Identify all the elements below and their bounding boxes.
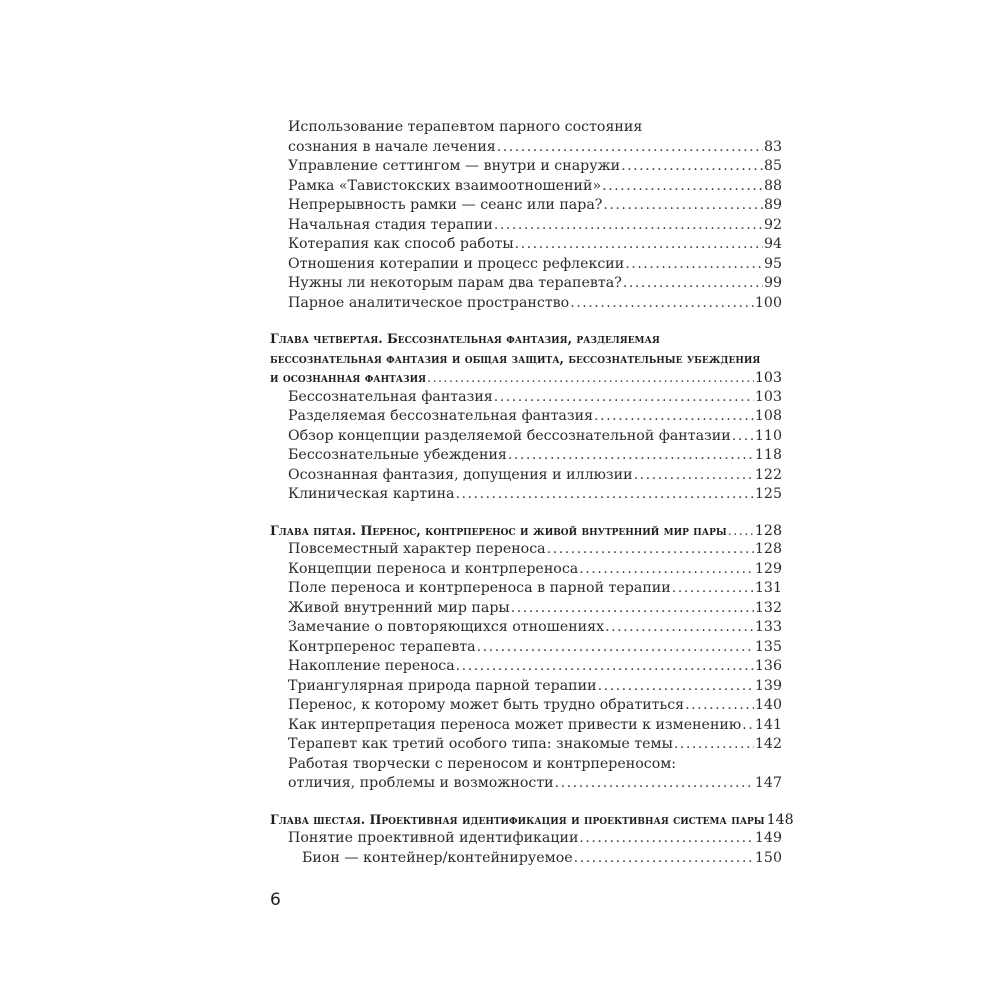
leader-dots	[494, 388, 754, 408]
page-ref: 110	[754, 427, 782, 444]
entry-title: Терапевт как третий особого типа: знакомые темы	[288, 736, 673, 752]
page-ref: 131	[754, 580, 782, 596]
toc-section	[270, 810, 794, 869]
entry-title: Бессознательная фантазия	[288, 388, 493, 405]
page-ref: 88	[763, 177, 782, 194]
page-ref: 94	[763, 236, 782, 252]
toc-entry-line	[270, 755, 782, 775]
entry-title: Нужны ли некоторым парам два терапевта?	[288, 275, 622, 291]
toc-entry-line	[270, 388, 782, 408]
entry-title: Использование терапевтом парного состояния	[288, 119, 643, 135]
page-ref: 128	[754, 541, 782, 557]
toc-entry-line	[270, 829, 782, 849]
leader-dots	[634, 466, 754, 486]
toc-entry-line	[270, 560, 782, 580]
toc-entry-line	[270, 638, 782, 658]
page-number: 6	[270, 890, 281, 910]
toc-entry-line	[270, 849, 782, 869]
entry-title: Контрперенос терапевта	[288, 638, 476, 655]
entry-title: Разделяемая бессознательная фантазия	[288, 408, 594, 424]
page-ref: 150	[754, 849, 782, 866]
entry-title: Повсеместный характер переноса	[288, 541, 546, 557]
entry-title: Клиническая картина	[288, 486, 455, 502]
toc-entry-line	[270, 118, 782, 138]
page-ref: 133	[754, 619, 782, 635]
page-ref: 139	[754, 677, 782, 694]
leader-dots	[603, 196, 763, 216]
toc-entry-line	[270, 466, 782, 486]
leader-dots	[605, 618, 754, 638]
leader-dots	[623, 274, 763, 294]
toc-entry-line	[270, 427, 782, 447]
entry-title: сознания в начале лечения	[288, 138, 496, 155]
page-ref: 141	[754, 716, 782, 733]
page-ref: 103	[754, 370, 782, 386]
entry-title: Работая творчески с переносом и контрпереносом:	[288, 755, 677, 772]
leader-dots	[456, 485, 754, 505]
section-gap	[270, 313, 782, 329]
page-ref: 99	[763, 275, 782, 291]
toc-entry-line	[270, 599, 782, 619]
page-ref: 100	[754, 294, 782, 311]
section-gap	[270, 505, 782, 521]
toc-entry-line	[270, 677, 782, 697]
leader-dots	[427, 368, 754, 388]
leader-dots	[602, 177, 763, 197]
page-ref: 83	[763, 138, 782, 155]
leader-dots	[625, 255, 763, 275]
toc-entry-line	[270, 294, 782, 314]
toc-entry-line	[270, 274, 782, 294]
leader-dots	[598, 677, 754, 697]
page-ref: 129	[754, 560, 782, 577]
toc-entry-line	[270, 177, 782, 197]
page-ref: 132	[754, 599, 782, 616]
toc-entry-line	[270, 540, 782, 560]
leader-dots	[728, 521, 754, 541]
chapter-title: Глава четвертая. Бессознательная фантазия, разделяемая	[270, 331, 660, 346]
chapter-title: бессознательная фантазия и общая защита, бессознательные убеждения	[270, 350, 761, 366]
entry-title: Непрерывность рамки — сеанс или пара?	[288, 197, 603, 213]
leader-dots	[621, 157, 763, 177]
leader-dots	[674, 735, 754, 755]
chapter-heading-line	[270, 329, 782, 349]
leader-dots	[579, 829, 754, 849]
toc-entry-line	[270, 138, 782, 158]
chapter-title: Глава пятая. Перенос, контрперенос и живой внутренний мир пары	[270, 522, 727, 538]
entry-title: Отношения котерапии и процесс рефлексии	[288, 255, 625, 272]
leader-dots	[456, 657, 754, 677]
entry-title: Бион — контейнер/контейнируемое	[302, 849, 573, 866]
entry-title: Накопление переноса	[288, 658, 455, 674]
chapter-heading-line	[270, 810, 794, 830]
page-ref: 118	[754, 447, 782, 463]
leader-dots	[497, 138, 763, 158]
toc-entry-line	[270, 774, 782, 794]
leader-dots	[570, 294, 754, 314]
entry-title: Бессознательные убеждения	[288, 447, 507, 463]
page-ref: 147	[754, 775, 782, 791]
entry-title: Концепции переноса и контрпереноса	[288, 560, 579, 577]
leader-dots	[508, 446, 754, 466]
page-ref: 125	[754, 486, 782, 502]
entry-title: Управление сеттингом — внутри и снаружи	[288, 158, 621, 174]
entry-title: Замечание о повторяющихся отношениях	[288, 619, 605, 635]
entry-title: Обзор концепции разделяемой бессознательной фантазии	[288, 427, 731, 444]
entry-title: Перенос, к которому может быть трудно обратиться	[288, 697, 685, 713]
entry-title: Живой внутренний мир пары	[288, 599, 510, 616]
entry-title: Понятие проективной идентификации	[288, 830, 579, 846]
page-ref: 122	[754, 466, 782, 483]
leader-dots	[594, 407, 754, 427]
leader-dots	[579, 560, 754, 580]
toc-entry-line	[270, 657, 782, 677]
leader-dots	[555, 774, 754, 794]
chapter-title: Глава шестая. Проективная идентификация и проективная система пары	[270, 811, 765, 827]
leader-dots	[574, 849, 754, 869]
page-ref: 95	[763, 255, 782, 272]
entry-title: Поле переноса и контрпереноса в парной терапии	[288, 580, 671, 596]
toc-entry-line	[270, 235, 782, 255]
toc-section	[270, 118, 782, 313]
leader-dots	[477, 638, 754, 658]
toc-entry-line	[270, 618, 782, 638]
page-ref: 108	[754, 408, 782, 424]
chapter-heading-line	[270, 368, 782, 388]
page-ref: 140	[754, 697, 782, 713]
toc-entry-line	[270, 196, 782, 216]
toc-entry-line	[270, 579, 782, 599]
entry-title: Парное аналитическое пространство	[288, 294, 570, 311]
page-ref: 135	[754, 638, 782, 655]
table-of-contents	[270, 118, 794, 868]
leader-dots	[685, 696, 754, 716]
entry-title: Как интерпретация переноса может привести к изменению	[288, 716, 742, 733]
page-ref: 85	[763, 158, 782, 174]
leader-dots	[494, 216, 763, 236]
toc-entry-line	[270, 255, 782, 275]
leader-dots	[732, 427, 754, 447]
leader-dots	[511, 599, 754, 619]
entry-title: Котерапия как способ работы	[288, 236, 514, 252]
toc-entry-line	[270, 485, 782, 505]
leader-dots	[742, 716, 754, 736]
toc-entry-line	[270, 716, 782, 736]
toc-entry-line	[270, 407, 782, 427]
entry-title: Начальная стадия терапии	[288, 216, 493, 233]
leader-dots	[672, 579, 754, 599]
page-ref: 142	[754, 736, 782, 752]
section-gap	[270, 794, 782, 810]
entry-title: отличия, проблемы и возможности	[288, 775, 554, 791]
leader-dots	[547, 540, 754, 560]
toc-entry-line	[270, 696, 782, 716]
toc-entry-line	[270, 157, 782, 177]
entry-title: Осознанная фантазия, допущения и иллюзии	[288, 466, 633, 483]
toc-section	[270, 521, 782, 794]
toc-entry-line	[270, 216, 782, 236]
chapter-heading-line	[270, 349, 782, 369]
toc-section	[270, 329, 782, 505]
page-ref: 103	[754, 388, 782, 405]
page-ref: 128	[754, 522, 782, 539]
page-ref: 149	[754, 830, 782, 846]
page-ref: 92	[763, 216, 782, 233]
toc-entry-line	[270, 735, 782, 755]
entry-title: Триангулярная природа парной терапии	[288, 677, 597, 694]
leader-dots	[515, 235, 763, 255]
page-ref: 148	[766, 811, 794, 828]
toc-entry-line	[270, 446, 782, 466]
page-ref: 89	[763, 197, 782, 213]
chapter-title: и осознанная фантазия	[270, 370, 427, 385]
entry-title: Рамка «Тавистокских взаимоотношений»	[288, 177, 602, 194]
page-ref: 136	[754, 658, 782, 674]
chapter-heading-line	[270, 521, 782, 541]
